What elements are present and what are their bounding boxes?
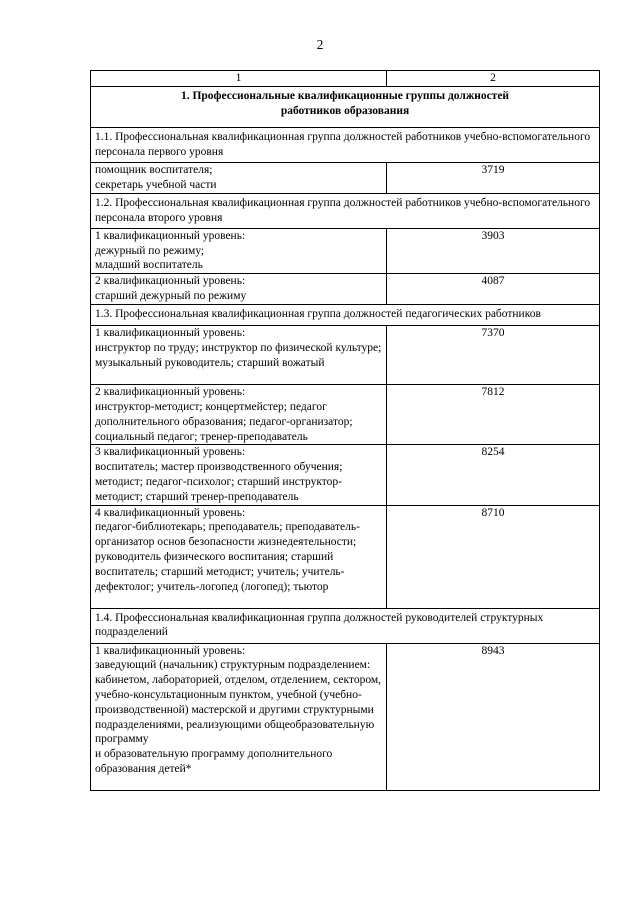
column-header-2: 2	[387, 71, 600, 87]
group-title-1-1: 1.1. Профессиональная квалификационная группа должностей работников учебно-вспомогательного персонала первого уровня	[91, 127, 600, 162]
column-header-1: 1	[91, 71, 387, 87]
section-title: 1. Профессиональные квалификационные группы должностей работников образования	[91, 86, 600, 127]
salary-value: 7812	[387, 385, 600, 445]
salary-value: 3903	[387, 228, 600, 273]
group-title-1-2: 1.2. Профессиональная квалификационная группа должностей работников учебно-вспомогательного персонала второго уровня	[91, 193, 600, 228]
table-row	[91, 505, 600, 608]
group-title-1-4: 1.4. Профессиональная квалификационная группа должностей руководителей структурных подразделений	[91, 608, 600, 643]
table-row	[91, 326, 600, 385]
salary-value: 7370	[387, 326, 600, 385]
table-row	[91, 228, 600, 273]
positions-salary-table	[90, 70, 600, 791]
position-description: помощник воспитателя; секретарь учебной части	[91, 162, 387, 193]
table-row	[91, 643, 600, 790]
table-row	[91, 162, 600, 193]
group-title-1-3: 1.3. Профессиональная квалификационная группа должностей педагогических работников	[91, 305, 600, 326]
salary-value: 4087	[387, 274, 600, 305]
header-row	[91, 71, 600, 87]
table-row	[91, 445, 600, 505]
group-row	[91, 193, 600, 228]
section-row	[91, 86, 600, 127]
position-description: 4 квалификационный уровень: педагог-библиотекарь; преподаватель; преподаватель-организатор основ безопасности жизнедеятельности; руководитель физического воспитания; старший воспитатель; старший методист; учитель; учитель-дефектолог; учитель-логопед (логопед); тьютор	[91, 505, 387, 608]
group-row	[91, 127, 600, 162]
position-description: 3 квалификационный уровень: воспитатель; мастер производственного обучения; методист; педагог-психолог; старший инструктор-методист; старший тренер-преподаватель	[91, 445, 387, 505]
salary-value: 3719	[387, 162, 600, 193]
group-row	[91, 608, 600, 643]
position-description: 1 квалификационный уровень: инструктор по труду; инструктор по физической культуре; музыкальный руководитель; старший вожатый	[91, 326, 387, 385]
salary-value: 8943	[387, 643, 600, 790]
page-number: 2	[316, 37, 324, 52]
group-row	[91, 305, 600, 326]
position-description: 2 квалификационный уровень: старший дежурный по режиму	[91, 274, 387, 305]
position-description: 1 квалификационный уровень: заведующий (начальник) структурным подразделением: кабинетом, лабораторией, отделом, отделением, сектором, учебно-консультационным пунктом, учебной (учебно-производственной) мастерской и другими структурными подразделениями, реализующими общеобразовательную программу и образовательную программу дополнительного образования детей*	[91, 643, 387, 790]
table-row	[91, 274, 600, 305]
position-description: 2 квалификационный уровень: инструктор-методист; концертмейстер; педагог дополнительного образования; педагог-организатор; социальный педагог; тренер-преподаватель	[91, 385, 387, 445]
position-description: 1 квалификационный уровень: дежурный по режиму; младший воспитатель	[91, 228, 387, 273]
salary-value: 8710	[387, 505, 600, 608]
table-row	[91, 385, 600, 445]
salary-value: 8254	[387, 445, 600, 505]
